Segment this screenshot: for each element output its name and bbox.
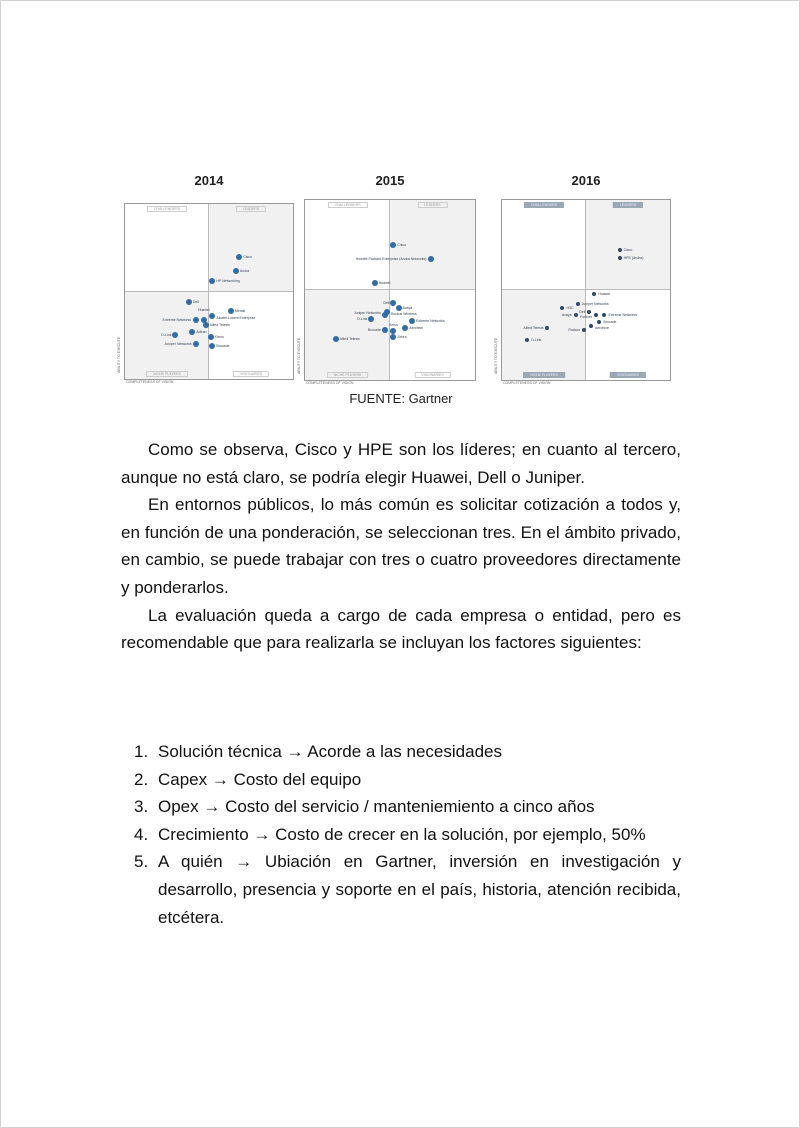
x-axis-label: COMPLETENESS OF VISION [503, 381, 551, 385]
point-label: Brocade [367, 327, 381, 332]
chart-title: 2015 [375, 173, 405, 188]
data-point [236, 254, 242, 260]
point-label: HP Networking [216, 279, 240, 283]
y-axis-label: ABILITY TO EXECUTE [117, 336, 121, 373]
y-axis-label: ABILITY TO EXECUTE [494, 337, 498, 374]
point-label: D-Link [531, 338, 542, 343]
list-number: 3. [134, 797, 149, 817]
data-point [233, 268, 239, 274]
data-point [189, 329, 195, 335]
quadrant-label: CHALLENGERS [327, 202, 367, 208]
paragraph: La evaluación queda a cargo de cada empresa o entidad, pero es recomendable que para realizarla se incluyan los factores siguientes: [121, 605, 681, 653]
point-label: Avaya [561, 313, 572, 318]
list-text: Solución técnica → Acorde a las necesidades [158, 742, 502, 761]
quadrant-top-left [125, 204, 209, 292]
point-label: Allied Telesis [339, 336, 360, 341]
list-text: A quién → Ubiación en Gartner, inversión en investigación y desarrollo, presencia y soporte en el país, historia, atención recibida, etcétera. [158, 852, 681, 927]
point-label: Brocade [603, 320, 617, 325]
point-label: H3C [566, 306, 574, 310]
list-number: 1. [134, 742, 149, 761]
quadrant-top-left [502, 200, 586, 290]
data-point [193, 341, 199, 347]
point-label: Huawei [197, 307, 210, 312]
point-label: Aruba [239, 268, 250, 273]
data-point [589, 324, 593, 328]
point-label: Cisco [243, 254, 252, 259]
list-number: 4. [134, 824, 149, 844]
point-label: Ruckus Wireless [390, 311, 417, 316]
point-label: HPE (Aruba) [623, 255, 644, 260]
list-text: Capex → Costo del equipo [158, 769, 362, 789]
plot-area [501, 199, 671, 381]
point-label: Huawei [598, 291, 611, 296]
point-label: D-Link [161, 333, 172, 338]
quadrant-label: LEADERS [613, 202, 643, 208]
point-label: Juniper Networks [353, 311, 381, 316]
x-axis-label: COMPLETENESS OF VISION [306, 381, 354, 385]
magic-quadrant-2014 [117, 173, 297, 384]
data-point [382, 327, 388, 333]
quadrant-top-right [585, 200, 670, 290]
quadrant-bottom-left [305, 289, 390, 380]
data-point [193, 317, 199, 323]
point-label: Juniper Networks [164, 342, 192, 346]
point-label: Cisco [397, 243, 407, 247]
point-label: Dell [192, 300, 199, 304]
point-label: Huawei [378, 280, 391, 285]
quadrant-label: LEADERS [417, 202, 447, 208]
quadrant-label: CHALLENGERS [147, 206, 187, 212]
point-label: Juniper Networks [581, 302, 609, 307]
quadrant-label: CHALLENGERS [524, 202, 564, 208]
quadrant-label: NICHE PLAYERS [327, 372, 369, 378]
point-label: Fortinet [580, 315, 592, 320]
quadrant-label: NICHE PLAYERS [146, 371, 188, 377]
list-item [121, 848, 681, 931]
chart-title: 2014 [194, 173, 224, 188]
list-item [121, 738, 681, 766]
data-point [333, 336, 339, 342]
magic-quadrant-2015 [297, 173, 479, 385]
point-label: Dell [579, 309, 586, 314]
body-text [121, 436, 681, 657]
point-label: Hewlett Packard Enterprise (Aruba Networks) [355, 257, 427, 262]
data-point [228, 308, 234, 314]
data-point [372, 280, 378, 286]
plot-area [304, 199, 476, 381]
figure-caption: FUENTE: Gartner [349, 391, 453, 406]
data-point [186, 299, 192, 305]
point-label: Adtran [196, 329, 207, 334]
point-label: Brocade [216, 343, 230, 348]
list-item [121, 766, 681, 794]
quadrant-label: LEADERS [236, 206, 266, 212]
point-label: Zebra [397, 334, 407, 339]
point-label: Avaya [402, 306, 413, 310]
list-item [121, 793, 681, 821]
point-label: Ruckus [568, 327, 580, 332]
point-label: Xirrus [214, 335, 224, 339]
factors-list [121, 738, 681, 931]
point-label: D-Link [357, 316, 368, 321]
quadrant-label: VISIONARIES [610, 372, 646, 378]
point-label: Extreme Networks [416, 318, 445, 323]
point-label: Xirrus [388, 323, 399, 328]
quadrant-label: NICHE PLAYERS [523, 372, 565, 378]
point-label: Extreme Networks [162, 317, 192, 322]
list-text: Opex → Costo del servicio / manteniemiento a cinco años [158, 797, 595, 817]
data-point [409, 318, 415, 324]
list-number: 5. [134, 852, 149, 872]
point-label: Aerohive [595, 326, 609, 330]
data-point [396, 305, 402, 311]
point-label: Allied Telesis [523, 325, 544, 330]
quadrant-label: VISIONARIES [414, 372, 450, 378]
point-label: Cisco [623, 248, 633, 253]
point-label: Allied Telesis [209, 322, 230, 327]
data-point [208, 334, 214, 340]
quadrant-label: VISIONARIES [233, 371, 269, 377]
paragraph: En entornos públicos, lo más común es solicitar cotización a todos y, en función de una ponderación, se seleccionan tres. En el ámbito privado, en cambio, se puede trabajar con tres o cuatro proveedores directamente y ponderarlos. [121, 495, 681, 597]
magic-quadrant-2016 [494, 173, 674, 385]
x-axis-label: COMPLETENESS OF VISION [126, 380, 174, 384]
quadrant-bottom-left [502, 289, 586, 380]
point-label: Dell [383, 300, 390, 305]
point-label: Meraki [234, 308, 246, 313]
list-number: 2. [134, 769, 149, 789]
list-item [121, 821, 681, 849]
data-point [203, 322, 209, 328]
y-axis-label: ABILITY TO EXECUTE [297, 337, 301, 374]
quadrant-top-left [305, 200, 390, 290]
data-point [618, 256, 622, 260]
data-point [582, 328, 586, 332]
point-label: Alcatel-Lucent Enterprise [216, 316, 256, 320]
point-label: Aerohive [409, 325, 424, 330]
list-text: Crecimiento → Costo de crecer en la solución, por ejemplo, 50% [158, 824, 646, 844]
plot-area [124, 203, 294, 380]
chart-title: 2016 [571, 173, 601, 188]
point-label: Extreme Networks [608, 313, 638, 318]
paragraph: Como se observa, Cisco y HPE son los líderes; en cuanto al tercero, aunque no está claro, se podría elegir Huawei, Dell o Juniper. [121, 440, 681, 487]
